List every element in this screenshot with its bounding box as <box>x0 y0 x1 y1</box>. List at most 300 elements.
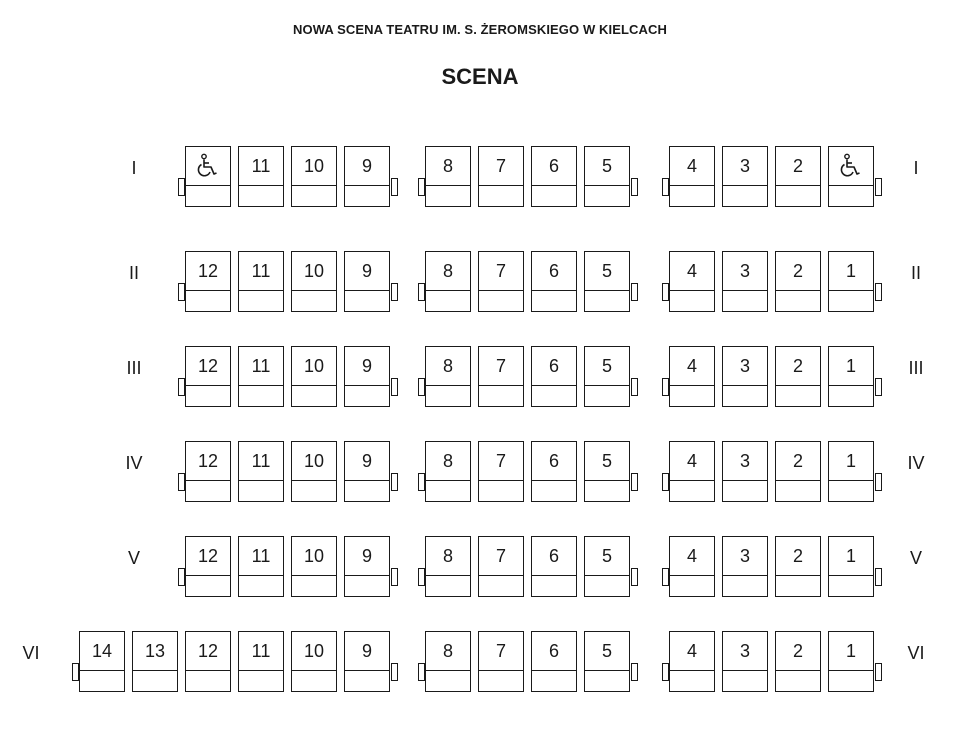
seat[interactable] <box>584 251 630 313</box>
seat-cushion <box>185 290 231 312</box>
seat-back <box>478 251 524 291</box>
seat[interactable] <box>291 536 337 598</box>
seat-number: 7 <box>495 451 506 471</box>
seat-number: 6 <box>548 641 559 661</box>
seat-back <box>238 631 284 671</box>
row-label-right: IV <box>907 453 925 473</box>
seat[interactable] <box>185 631 231 693</box>
seat[interactable] <box>669 346 715 408</box>
armrest <box>631 178 638 196</box>
seat-back <box>344 441 390 481</box>
row-label-right: III <box>908 358 924 378</box>
seat-cushion <box>291 290 337 312</box>
armrest <box>72 663 79 681</box>
seat-back <box>828 631 874 671</box>
seat-number: 8 <box>442 156 453 176</box>
seat-cushion <box>185 575 231 597</box>
seat-number: 11 <box>251 546 271 566</box>
seat-back <box>775 631 821 671</box>
seat-number: 7 <box>495 641 506 661</box>
seat-cushion <box>425 185 471 207</box>
seat-back <box>478 346 524 386</box>
seat-back <box>291 631 337 671</box>
seat[interactable] <box>185 441 231 503</box>
accessible-seat[interactable] <box>828 146 874 208</box>
seat-number: 4 <box>686 156 697 176</box>
seat-back <box>291 346 337 386</box>
seat-number: 2 <box>792 156 803 176</box>
armrest <box>662 378 669 396</box>
armrest <box>631 283 638 301</box>
seat-cushion <box>828 480 874 502</box>
armrest <box>391 378 398 396</box>
seat-back <box>238 536 284 576</box>
seat[interactable] <box>669 146 715 208</box>
seat-number: 12 <box>197 451 219 471</box>
seat-number: 8 <box>442 546 453 566</box>
seat-number: 6 <box>548 261 559 281</box>
row-label-left: VI <box>22 643 40 663</box>
accessible-seat[interactable] <box>185 146 231 208</box>
row-label-right: I <box>913 158 919 178</box>
seat[interactable] <box>775 536 821 598</box>
seat[interactable] <box>185 346 231 408</box>
seat[interactable] <box>291 631 337 693</box>
seat[interactable] <box>238 441 284 503</box>
seat[interactable] <box>722 536 768 598</box>
seat-cushion <box>425 290 471 312</box>
seat[interactable] <box>531 441 577 503</box>
seat[interactable] <box>478 251 524 313</box>
seat-number: 6 <box>548 156 559 176</box>
seat-cushion <box>775 385 821 407</box>
seat-number: 10 <box>303 156 325 176</box>
seat[interactable] <box>584 631 630 693</box>
seat-cushion <box>531 575 577 597</box>
seat-cushion <box>669 290 715 312</box>
seat[interactable] <box>584 441 630 503</box>
seat-number: 1 <box>845 546 856 566</box>
armrest <box>178 473 185 491</box>
seat-back <box>584 631 630 671</box>
seat[interactable] <box>531 251 577 313</box>
seat[interactable] <box>425 536 471 598</box>
seat[interactable] <box>425 441 471 503</box>
seat-number: 5 <box>601 156 612 176</box>
seat[interactable] <box>722 251 768 313</box>
seat[interactable] <box>344 146 390 208</box>
seat[interactable] <box>669 536 715 598</box>
seat-number: 2 <box>792 261 803 281</box>
seat-back <box>584 146 630 186</box>
seat-cushion <box>669 480 715 502</box>
seat[interactable] <box>478 536 524 598</box>
seat-number: 13 <box>144 641 166 661</box>
seat-cushion <box>291 185 337 207</box>
armrest <box>391 568 398 586</box>
seat-number: 14 <box>91 641 113 661</box>
seat-number: 9 <box>361 546 372 566</box>
seat-back <box>478 441 524 481</box>
seat[interactable] <box>291 146 337 208</box>
seat-back <box>669 146 715 186</box>
seat[interactable] <box>828 346 874 408</box>
seat[interactable] <box>531 536 577 598</box>
seat-number: 5 <box>601 546 612 566</box>
seat-number: 1 <box>845 261 856 281</box>
seat-back <box>669 631 715 671</box>
seat-back <box>344 251 390 291</box>
seat-back <box>425 251 471 291</box>
seat-cushion <box>775 185 821 207</box>
seat[interactable] <box>238 146 284 208</box>
seat-number: 6 <box>548 546 559 566</box>
seat-back <box>478 536 524 576</box>
seat-number: 4 <box>686 546 697 566</box>
seat-cushion <box>344 670 390 692</box>
seat[interactable] <box>478 441 524 503</box>
seat-number: 1 <box>845 451 856 471</box>
seat-number: 10 <box>303 641 325 661</box>
seat[interactable] <box>531 146 577 208</box>
seat-back <box>238 146 284 186</box>
seat-number: 11 <box>251 641 271 661</box>
seat[interactable] <box>344 536 390 598</box>
seat-cushion <box>478 290 524 312</box>
seat-back <box>291 146 337 186</box>
seat-cushion <box>344 385 390 407</box>
seat-cushion <box>344 480 390 502</box>
armrest <box>631 568 638 586</box>
seat-back <box>531 441 577 481</box>
armrest <box>418 568 425 586</box>
seat-back <box>584 536 630 576</box>
seat[interactable] <box>722 631 768 693</box>
armrest <box>875 378 882 396</box>
seat-cushion <box>531 670 577 692</box>
seat-cushion <box>722 185 768 207</box>
row-label-left: IV <box>125 453 143 473</box>
seat[interactable] <box>828 536 874 598</box>
seat-cushion <box>669 185 715 207</box>
seat-back <box>775 346 821 386</box>
seat-number: 6 <box>548 451 559 471</box>
armrest <box>875 663 882 681</box>
seat-cushion <box>478 575 524 597</box>
seat-number: 2 <box>792 546 803 566</box>
seat[interactable] <box>531 631 577 693</box>
armrest <box>418 663 425 681</box>
armrest <box>391 663 398 681</box>
stage-label: SCENA <box>441 64 519 89</box>
seat-cushion <box>669 575 715 597</box>
seat-number: 4 <box>686 451 697 471</box>
seat-number: 10 <box>303 261 325 281</box>
seat-cushion <box>722 290 768 312</box>
seat-cushion <box>238 480 284 502</box>
seat-back <box>531 251 577 291</box>
seat-back <box>669 536 715 576</box>
seat-cushion <box>722 575 768 597</box>
seat-number: 5 <box>601 356 612 376</box>
seat-back <box>79 631 125 671</box>
seat[interactable] <box>291 251 337 313</box>
seat-back <box>669 441 715 481</box>
seat-cushion <box>478 385 524 407</box>
seat-cushion <box>291 480 337 502</box>
seat-back <box>828 346 874 386</box>
seat-cushion <box>722 670 768 692</box>
seat-number: 4 <box>686 356 697 376</box>
seat[interactable] <box>425 346 471 408</box>
seat-cushion <box>722 480 768 502</box>
armrest <box>391 178 398 196</box>
seat[interactable] <box>79 631 125 693</box>
seat-number: 10 <box>303 356 325 376</box>
seat[interactable] <box>238 251 284 313</box>
seat-cushion <box>238 670 284 692</box>
seat-number: 7 <box>495 546 506 566</box>
seat-back <box>722 631 768 671</box>
seat-cushion <box>185 185 231 207</box>
seat-cushion <box>828 670 874 692</box>
seat-back <box>669 346 715 386</box>
seat-cushion <box>425 385 471 407</box>
seat-back <box>775 441 821 481</box>
seat-number: 11 <box>251 261 271 281</box>
seat-cushion <box>344 185 390 207</box>
seat-number: 12 <box>197 356 219 376</box>
seat-back <box>344 346 390 386</box>
seat-back <box>291 441 337 481</box>
seat-cushion <box>775 480 821 502</box>
seat-number: 3 <box>739 546 750 566</box>
armrest <box>418 378 425 396</box>
seat[interactable] <box>185 251 231 313</box>
row-label-left: III <box>126 358 142 378</box>
seat-number: 9 <box>361 261 372 281</box>
seat-cushion <box>238 290 284 312</box>
seat-number: 3 <box>739 641 750 661</box>
seat-back <box>344 631 390 671</box>
seat-cushion <box>828 290 874 312</box>
seat-back <box>775 536 821 576</box>
armrest <box>391 473 398 491</box>
seat-back <box>828 536 874 576</box>
seat-cushion <box>584 385 630 407</box>
row-label-right: VI <box>907 643 925 663</box>
seat-cushion <box>238 385 284 407</box>
seat-number: 7 <box>495 356 506 376</box>
seat-cushion <box>531 290 577 312</box>
seat[interactable] <box>722 441 768 503</box>
seat-cushion <box>425 670 471 692</box>
seat[interactable] <box>775 346 821 408</box>
seat-cushion <box>478 670 524 692</box>
seat-back <box>132 631 178 671</box>
seat[interactable] <box>291 346 337 408</box>
seat-cushion <box>425 480 471 502</box>
seat-back <box>722 146 768 186</box>
seat-number: 5 <box>601 451 612 471</box>
seat-cushion <box>669 385 715 407</box>
seat-number: 3 <box>739 356 750 376</box>
seat[interactable] <box>478 346 524 408</box>
seat-cushion <box>238 575 284 597</box>
seat-back <box>722 346 768 386</box>
seat[interactable] <box>828 631 874 693</box>
seat[interactable] <box>775 441 821 503</box>
seat-cushion <box>478 185 524 207</box>
seat-back <box>238 441 284 481</box>
seat-number: 4 <box>686 641 697 661</box>
seat-back <box>531 631 577 671</box>
seat-cushion <box>531 185 577 207</box>
armrest <box>178 178 185 196</box>
seat[interactable] <box>344 346 390 408</box>
seat-back <box>775 146 821 186</box>
seat-back <box>722 251 768 291</box>
seat[interactable] <box>775 251 821 313</box>
wheelchair-icon <box>838 153 864 179</box>
seat[interactable] <box>531 346 577 408</box>
seat-number: 3 <box>739 156 750 176</box>
seat-cushion <box>828 185 874 207</box>
seat-number: 8 <box>442 356 453 376</box>
seat-cushion <box>425 575 471 597</box>
seat-number: 8 <box>442 451 453 471</box>
seat-number: 12 <box>197 546 219 566</box>
seat-back <box>584 251 630 291</box>
seat-number: 7 <box>495 156 506 176</box>
seat-back <box>478 146 524 186</box>
seat-back <box>828 251 874 291</box>
seat-back <box>238 346 284 386</box>
seat-back <box>185 346 231 386</box>
seat-number: 12 <box>197 641 219 661</box>
seat[interactable] <box>669 441 715 503</box>
row-label-right: II <box>910 263 921 283</box>
seat[interactable] <box>425 631 471 693</box>
seat[interactable] <box>722 346 768 408</box>
seat-cushion <box>722 385 768 407</box>
seat[interactable] <box>238 346 284 408</box>
armrest <box>875 283 882 301</box>
seat-cushion <box>185 480 231 502</box>
armrest <box>178 378 185 396</box>
seat-number: 4 <box>686 261 697 281</box>
seat-cushion <box>584 575 630 597</box>
seat-cushion <box>291 575 337 597</box>
seat-number: 10 <box>303 451 325 471</box>
seat-back <box>478 631 524 671</box>
seat[interactable] <box>584 346 630 408</box>
seat[interactable] <box>478 146 524 208</box>
seat-back <box>344 146 390 186</box>
seat[interactable] <box>828 441 874 503</box>
seat-number: 9 <box>361 156 372 176</box>
seat[interactable] <box>722 146 768 208</box>
seat-cushion <box>79 670 125 692</box>
armrest <box>178 283 185 301</box>
seat-back <box>775 251 821 291</box>
seat[interactable] <box>185 536 231 598</box>
armrest <box>662 473 669 491</box>
seat-cushion <box>132 670 178 692</box>
wheelchair-icon <box>195 153 221 179</box>
seat[interactable] <box>238 536 284 598</box>
armrest <box>631 473 638 491</box>
seat-number: 9 <box>361 356 372 376</box>
seat[interactable] <box>425 146 471 208</box>
seat-number: 7 <box>495 261 506 281</box>
seat[interactable] <box>344 631 390 693</box>
row-label-left: V <box>127 548 140 568</box>
seat-cushion <box>669 670 715 692</box>
seat[interactable] <box>478 631 524 693</box>
armrest <box>875 178 882 196</box>
seat-number: 8 <box>442 641 453 661</box>
venue-title: NOWA SCENA TEATRU IM. S. ŻEROMSKIEGO W KIELCACH <box>293 22 667 37</box>
seat-cushion <box>291 385 337 407</box>
seat-number: 9 <box>361 451 372 471</box>
seat-number: 5 <box>601 641 612 661</box>
seat[interactable] <box>669 251 715 313</box>
seat[interactable] <box>344 441 390 503</box>
seat[interactable] <box>291 441 337 503</box>
seat-number: 6 <box>548 356 559 376</box>
seat-number: 1 <box>845 641 856 661</box>
seat[interactable] <box>132 631 178 693</box>
seat[interactable] <box>584 146 630 208</box>
armrest <box>662 568 669 586</box>
seat-back <box>425 441 471 481</box>
seat-back <box>828 146 874 186</box>
seat-back <box>425 146 471 186</box>
seat-cushion <box>828 575 874 597</box>
seat-back <box>669 251 715 291</box>
seat[interactable] <box>669 631 715 693</box>
seat[interactable] <box>344 251 390 313</box>
row-label-right: V <box>909 548 922 568</box>
seat-cushion <box>531 480 577 502</box>
armrest <box>418 178 425 196</box>
seat-back <box>185 146 231 186</box>
seat-number: 2 <box>792 451 803 471</box>
seat-cushion <box>478 480 524 502</box>
seat[interactable] <box>584 536 630 598</box>
seat-cushion <box>584 480 630 502</box>
armrest <box>662 663 669 681</box>
seat[interactable] <box>238 631 284 693</box>
seat[interactable] <box>425 251 471 313</box>
seat[interactable] <box>775 146 821 208</box>
seat-number: 9 <box>361 641 372 661</box>
seat-back <box>185 536 231 576</box>
seat-back <box>291 251 337 291</box>
armrest <box>875 568 882 586</box>
seat-number: 3 <box>739 261 750 281</box>
seat-cushion <box>584 185 630 207</box>
seat[interactable] <box>828 251 874 313</box>
seat-back <box>531 346 577 386</box>
seat[interactable] <box>775 631 821 693</box>
seat-cushion <box>828 385 874 407</box>
row-label-left: I <box>131 158 137 178</box>
row-label-left: II <box>128 263 139 283</box>
seat-back <box>722 441 768 481</box>
seat-back <box>722 536 768 576</box>
